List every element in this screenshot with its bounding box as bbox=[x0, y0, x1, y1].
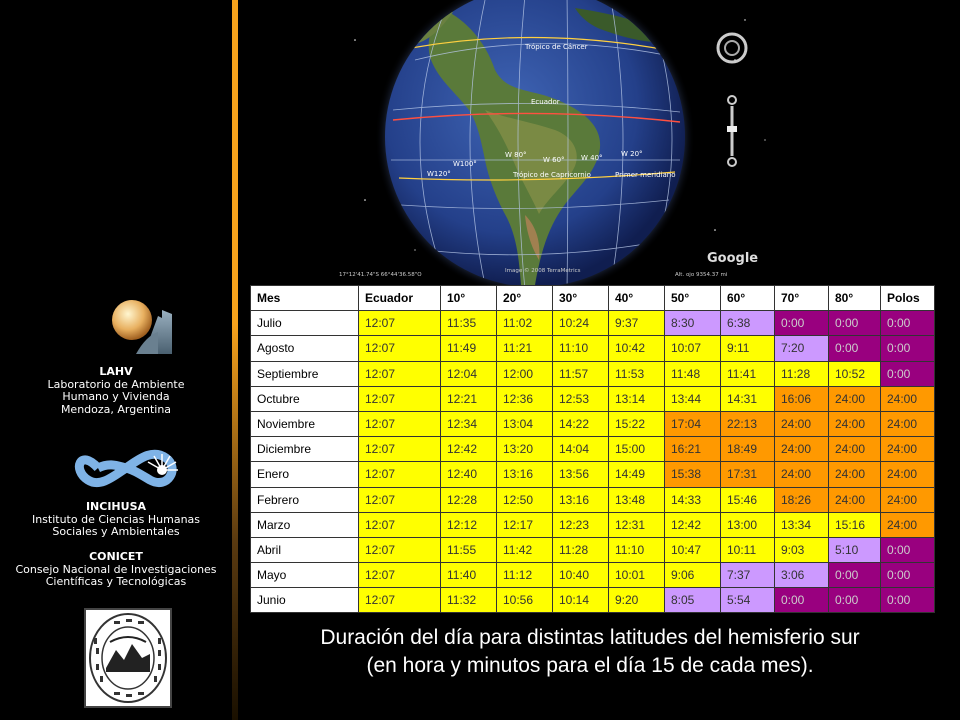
table-row bbox=[251, 512, 935, 537]
conicet-acronym: CONICET bbox=[89, 550, 143, 563]
lahv-acronym: LAHV bbox=[99, 365, 133, 378]
value-cell: 11:49 bbox=[441, 336, 497, 361]
value-cell: 11:02 bbox=[497, 311, 553, 336]
value-cell: 5:54 bbox=[721, 588, 775, 613]
month-cell: Julio bbox=[251, 311, 359, 336]
value-cell: 24:00 bbox=[881, 487, 935, 512]
label-w80: W 80° bbox=[505, 151, 527, 159]
value-cell: 10:56 bbox=[497, 588, 553, 613]
value-cell: 17:31 bbox=[721, 462, 775, 487]
conicet-line1: Consejo Nacional de Investigaciones bbox=[15, 562, 217, 576]
value-cell: 0:00 bbox=[881, 336, 935, 361]
value-cell: 8:30 bbox=[665, 311, 721, 336]
value-cell: 12:07 bbox=[359, 386, 441, 411]
value-cell: 9:03 bbox=[775, 537, 829, 562]
value-cell: 14:04 bbox=[553, 437, 609, 462]
value-cell: 12:53 bbox=[553, 386, 609, 411]
value-cell: 22:13 bbox=[721, 411, 775, 436]
value-cell: 14:31 bbox=[721, 386, 775, 411]
value-cell: 8:05 bbox=[665, 588, 721, 613]
value-cell: 10:24 bbox=[553, 311, 609, 336]
value-cell: 10:52 bbox=[829, 361, 881, 386]
value-cell: 12:04 bbox=[441, 361, 497, 386]
value-cell: 10:14 bbox=[553, 588, 609, 613]
month-cell: Diciembre bbox=[251, 437, 359, 462]
value-cell: 11:35 bbox=[441, 311, 497, 336]
value-cell: 24:00 bbox=[775, 462, 829, 487]
value-cell: 12:07 bbox=[359, 411, 441, 436]
value-cell: 0:00 bbox=[881, 563, 935, 588]
lahv-logo-icon bbox=[106, 296, 176, 356]
value-cell: 24:00 bbox=[881, 462, 935, 487]
header-60: 60° bbox=[721, 286, 775, 311]
value-cell: 13:16 bbox=[553, 487, 609, 512]
value-cell: 16:21 bbox=[665, 437, 721, 462]
value-cell: 11:57 bbox=[553, 361, 609, 386]
lahv-line1: Laboratorio de Ambiente bbox=[47, 377, 185, 391]
value-cell: 10:01 bbox=[609, 563, 665, 588]
label-w120: W120° bbox=[427, 170, 451, 178]
value-cell: 11:12 bbox=[497, 563, 553, 588]
label-meridiano: Primer meridiano bbox=[615, 171, 676, 179]
label-capricornio: Trópico de Capricornio bbox=[513, 171, 591, 179]
value-cell: 7:37 bbox=[721, 563, 775, 588]
value-cell: 7:20 bbox=[775, 336, 829, 361]
value-cell: 15:16 bbox=[829, 512, 881, 537]
value-cell: 11:10 bbox=[609, 537, 665, 562]
header-10: 10° bbox=[441, 286, 497, 311]
caption-line1: Duración del día para distintas latitudes del hemisferio sur bbox=[320, 626, 860, 649]
value-cell: 12:31 bbox=[609, 512, 665, 537]
value-cell: 12:07 bbox=[359, 462, 441, 487]
header-mes: Mes bbox=[251, 286, 359, 311]
zoom-out-icon[interactable] bbox=[728, 158, 736, 166]
value-cell: 18:49 bbox=[721, 437, 775, 462]
value-cell: 12:07 bbox=[359, 311, 441, 336]
value-cell: 17:04 bbox=[665, 411, 721, 436]
value-cell: 14:22 bbox=[553, 411, 609, 436]
label-w20: W 20° bbox=[621, 150, 643, 158]
value-cell: 12:34 bbox=[441, 411, 497, 436]
value-cell: 13:56 bbox=[553, 462, 609, 487]
value-cell: 11:21 bbox=[497, 336, 553, 361]
month-cell: Febrero bbox=[251, 487, 359, 512]
value-cell: 11:55 bbox=[441, 537, 497, 562]
header-30: 30° bbox=[553, 286, 609, 311]
lahv-line2: Humano y Vivienda bbox=[62, 390, 170, 403]
university-seal-icon bbox=[84, 608, 172, 708]
month-cell: Septiembre bbox=[251, 361, 359, 386]
value-cell: 13:48 bbox=[609, 487, 665, 512]
label-cancer: Trópico de Cáncer bbox=[525, 43, 588, 51]
month-cell: Enero bbox=[251, 462, 359, 487]
table-row bbox=[251, 386, 935, 411]
value-cell: 0:00 bbox=[775, 311, 829, 336]
value-cell: 10:40 bbox=[553, 563, 609, 588]
value-cell: 10:47 bbox=[665, 537, 721, 562]
header-polos: Polos bbox=[881, 286, 935, 311]
label-w100: W100° bbox=[453, 160, 477, 168]
header-40: 40° bbox=[609, 286, 665, 311]
value-cell: 10:07 bbox=[665, 336, 721, 361]
value-cell: 12:42 bbox=[441, 437, 497, 462]
table-row bbox=[251, 537, 935, 562]
header-ecuador: Ecuador bbox=[359, 286, 441, 311]
value-cell: 12:12 bbox=[441, 512, 497, 537]
value-cell: 9:06 bbox=[665, 563, 721, 588]
value-cell: 6:38 bbox=[721, 311, 775, 336]
value-cell: 24:00 bbox=[829, 411, 881, 436]
value-cell: 5:10 bbox=[829, 537, 881, 562]
value-cell: 11:41 bbox=[721, 361, 775, 386]
header-70: 70° bbox=[775, 286, 829, 311]
value-cell: 10:11 bbox=[721, 537, 775, 562]
value-cell: 11:28 bbox=[553, 537, 609, 562]
compass-ring-icon[interactable] bbox=[718, 34, 746, 62]
value-cell: 15:46 bbox=[721, 487, 775, 512]
value-cell: 13:14 bbox=[609, 386, 665, 411]
value-cell: 14:33 bbox=[665, 487, 721, 512]
table-row bbox=[251, 487, 935, 512]
value-cell: 0:00 bbox=[881, 361, 935, 386]
incihusa-line2: Sociales y Ambientales bbox=[52, 525, 180, 538]
label-w40: W 40° bbox=[581, 154, 603, 162]
value-cell: 24:00 bbox=[881, 411, 935, 436]
orange-divider bbox=[232, 0, 238, 720]
day-length-table bbox=[250, 285, 935, 613]
value-cell: 18:26 bbox=[775, 487, 829, 512]
incihusa-acronym: INCIHUSA bbox=[85, 500, 147, 513]
value-cell: 12:07 bbox=[359, 512, 441, 537]
table-row bbox=[251, 311, 935, 336]
value-cell: 0:00 bbox=[775, 588, 829, 613]
table-row bbox=[251, 588, 935, 613]
label-coords: 17°12'41.74"S 66°44'36.58"O bbox=[339, 272, 422, 278]
table-header-row bbox=[251, 286, 935, 311]
value-cell: 15:38 bbox=[665, 462, 721, 487]
value-cell: 12:07 bbox=[359, 361, 441, 386]
value-cell: 0:00 bbox=[829, 311, 881, 336]
sidebar bbox=[0, 0, 232, 720]
value-cell: 12:07 bbox=[359, 588, 441, 613]
incihusa-line1: Instituto de Ciencias Humanas bbox=[31, 512, 201, 526]
month-cell: Agosto bbox=[251, 336, 359, 361]
lahv-line3: Mendoza, Argentina bbox=[60, 402, 172, 416]
caption-line2: (en hora y minutos para el día 15 de cada mes). bbox=[366, 654, 814, 677]
value-cell: 10:42 bbox=[609, 336, 665, 361]
value-cell: 11:32 bbox=[441, 588, 497, 613]
zoom-handle[interactable] bbox=[727, 126, 737, 132]
value-cell: 11:10 bbox=[553, 336, 609, 361]
header-20: 20° bbox=[497, 286, 553, 311]
label-copyright: Image © 2008 TerraMetrics bbox=[505, 268, 581, 274]
value-cell: 12:28 bbox=[441, 487, 497, 512]
table-row bbox=[251, 361, 935, 386]
value-cell: 0:00 bbox=[881, 588, 935, 613]
value-cell: 13:20 bbox=[497, 437, 553, 462]
value-cell: 13:00 bbox=[721, 512, 775, 537]
value-cell: 12:23 bbox=[553, 512, 609, 537]
value-cell: 12:07 bbox=[359, 336, 441, 361]
table-row bbox=[251, 563, 935, 588]
value-cell: 13:04 bbox=[497, 411, 553, 436]
table-row bbox=[251, 462, 935, 487]
caption bbox=[240, 624, 940, 680]
value-cell: 9:20 bbox=[609, 588, 665, 613]
value-cell: 12:07 bbox=[359, 563, 441, 588]
label-ecuador: Ecuador bbox=[531, 98, 560, 106]
label-w60: W 60° bbox=[543, 156, 565, 164]
value-cell: 24:00 bbox=[775, 437, 829, 462]
google-logo: Google bbox=[707, 251, 759, 266]
header-80: 80° bbox=[829, 286, 881, 311]
value-cell: 12:42 bbox=[665, 512, 721, 537]
value-cell: 9:11 bbox=[721, 336, 775, 361]
value-cell: 15:00 bbox=[609, 437, 665, 462]
value-cell: 12:17 bbox=[497, 512, 553, 537]
value-cell: 3:06 bbox=[775, 563, 829, 588]
value-cell: 11:40 bbox=[441, 563, 497, 588]
month-cell: Octubre bbox=[251, 386, 359, 411]
value-cell: 12:07 bbox=[359, 437, 441, 462]
value-cell: 12:36 bbox=[497, 386, 553, 411]
value-cell: 9:37 bbox=[609, 311, 665, 336]
value-cell: 12:07 bbox=[359, 487, 441, 512]
value-cell: 24:00 bbox=[881, 437, 935, 462]
value-cell: 24:00 bbox=[829, 487, 881, 512]
label-altitude: Alt. ojo 9354.37 mi bbox=[675, 272, 728, 278]
value-cell: 24:00 bbox=[881, 512, 935, 537]
conicet-text bbox=[0, 551, 232, 589]
value-cell: 11:28 bbox=[775, 361, 829, 386]
month-cell: Abril bbox=[251, 537, 359, 562]
value-cell: 13:16 bbox=[497, 462, 553, 487]
value-cell: 24:00 bbox=[829, 462, 881, 487]
value-cell: 24:00 bbox=[829, 386, 881, 411]
value-cell: 24:00 bbox=[881, 386, 935, 411]
month-cell: Junio bbox=[251, 588, 359, 613]
navigation-controls[interactable] bbox=[712, 30, 752, 190]
value-cell: 0:00 bbox=[829, 588, 881, 613]
look-joystick-icon[interactable] bbox=[725, 41, 739, 55]
table-row bbox=[251, 336, 935, 361]
value-cell: 0:00 bbox=[881, 311, 935, 336]
month-cell: Marzo bbox=[251, 512, 359, 537]
value-cell: 12:40 bbox=[441, 462, 497, 487]
header-50: 50° bbox=[665, 286, 721, 311]
value-cell: 16:06 bbox=[775, 386, 829, 411]
value-cell: 0:00 bbox=[881, 537, 935, 562]
value-cell: 11:48 bbox=[665, 361, 721, 386]
zoom-in-icon[interactable] bbox=[728, 96, 736, 104]
conicet-line2: Científicas y Tecnológicas bbox=[45, 575, 187, 588]
value-cell: 15:22 bbox=[609, 411, 665, 436]
value-cell: 0:00 bbox=[829, 336, 881, 361]
value-cell: 13:44 bbox=[665, 386, 721, 411]
value-cell: 12:00 bbox=[497, 361, 553, 386]
incihusa-logo-icon bbox=[70, 440, 182, 496]
table-row bbox=[251, 411, 935, 436]
value-cell: 12:50 bbox=[497, 487, 553, 512]
value-cell: 14:49 bbox=[609, 462, 665, 487]
incihusa-text bbox=[0, 501, 232, 539]
month-cell: Noviembre bbox=[251, 411, 359, 436]
value-cell: 24:00 bbox=[775, 411, 829, 436]
value-cell: 24:00 bbox=[829, 437, 881, 462]
value-cell: 12:07 bbox=[359, 537, 441, 562]
value-cell: 12:21 bbox=[441, 386, 497, 411]
value-cell: 0:00 bbox=[829, 563, 881, 588]
table-row bbox=[251, 437, 935, 462]
lahv-text bbox=[0, 366, 232, 416]
value-cell: 13:34 bbox=[775, 512, 829, 537]
table-body bbox=[251, 311, 935, 613]
month-cell: Mayo bbox=[251, 563, 359, 588]
value-cell: 11:42 bbox=[497, 537, 553, 562]
value-cell: 11:53 bbox=[609, 361, 665, 386]
